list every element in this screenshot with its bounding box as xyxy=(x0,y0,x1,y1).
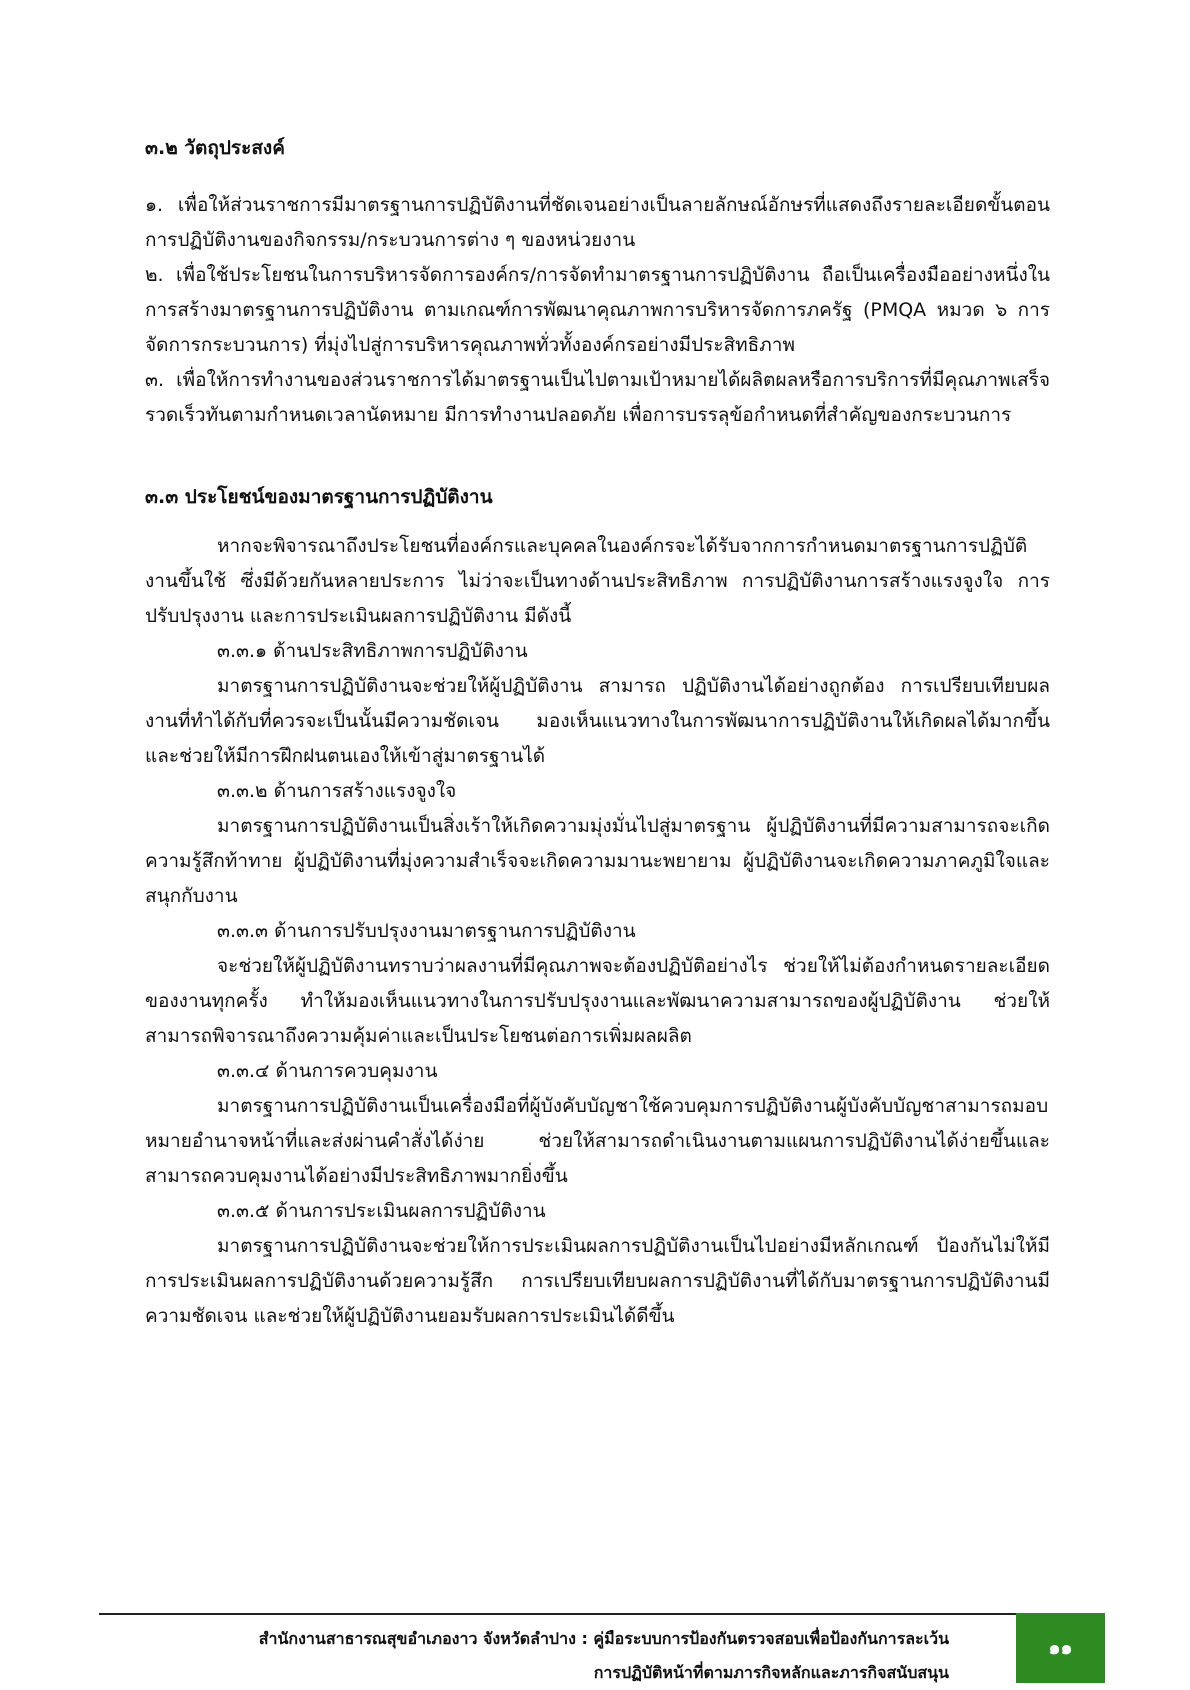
subsection-3-3-1-title: ๓.๓.๑ ด้านประสิทธิภาพการปฏิบัติงาน xyxy=(217,640,528,662)
footer-line-1: สำนักงานสาธารณสุขอำเภองาว จังหวัดลำปาง : คู่มือระบบการป้องกันตรวจสอบเพื่อป้องกันการละเว้น xyxy=(258,1629,949,1648)
footer-divider xyxy=(99,1613,1016,1615)
section-3-2-heading: ๓.๒ วัตถุประสงค์ xyxy=(145,137,285,159)
objective-item-1: ๑. เพื่อให้ส่วนราชการมีมาตรฐานการปฏิบัติงานที่ชัดเจนอย่างเป็นลายลักษณ์อักษรที่แสดงถึงรายละเอียดขั้นตอนการปฏิบัติงานของกิจกรรม/กระบวนการต่าง ๆ ของหน่วยงาน xyxy=(145,194,1050,251)
subsection-3-3-5-body: มาตรฐานการปฏิบัติงานจะช่วยให้การประเมินผลการปฏิบัติงานเป็นไปอย่างมีหลักเกณฑ์ ป้องกันไม่ให้มีการประเมินผลการปฏิบัติงานด้วยความรู้สึก การเปรียบเทียบผลการปฏิบัติงานที่ได้กับมาตรฐานการปฏิบัติงานมีความชัดเจน และช่วยให้ผู้ปฏิบัติงานยอมรับผลการประเมินได้ดีขึ้น xyxy=(145,1235,1050,1327)
page-content xyxy=(145,128,1050,1334)
objective-item-2: ๒. เพื่อใช้ประโยชนในการบริหารจัดการองค์กร/การจัดทำมาตรฐานการปฏิบัติงาน ถือเป็นเครื่องมืออย่างหนึ่งในการสร้างมาตรฐานการปฏิบัติงาน ตามเกณฑ์การพัฒนาคุณภาพการบริหารจัดการภครัฐ (PMQA หมวด ๖ การจัดการกระบวนการ) ที่มุ่งไปสู่การบริหารคุณภาพทั่วทั้งองค์กรอย่างมีประสิทธิภาพ xyxy=(145,264,1050,356)
page-number-badge: ๑๑ xyxy=(1016,1613,1105,1683)
subsection-3-3-2-title: ๓.๓.๒ ด้านการสร้างแรงจูงใจ xyxy=(217,780,457,802)
subsection-3-3-3-body: จะช่วยให้ผู้ปฏิบัติงานทราบว่าผลงานที่มีคุณภาพจะต้องปฏิบัติอย่างไร ช่วยให้ไม่ต้องกำหนดรายละเอียดของงานทุกครั้ง ทำให้มองเห็นแนวทางในการปรับปรุงงานและพัฒนาความสามารถของผู้ปฏิบัติงาน ช่วยให้สามารถพิจารณาถึงความคุ้มค่าและเป็นประโยชนต่อการเพิ่มผลผลิต xyxy=(145,955,1050,1047)
section-spacer xyxy=(145,433,1050,477)
subsection-3-3-4-title: ๓.๓.๔ ด้านการควบคุมงาน xyxy=(217,1060,438,1082)
subsection-3-3-4-body: มาตรฐานการปฏิบัติงานเป็นเครื่องมือที่ผู้บังคับบัญชาใช้ควบคุมการปฏิบัติงานผู้บังคับบัญชาสามารถมอบหมายอำนาจหน้าที่และส่งผ่านคำสั่งได้ง่าย ช่วยให้สามารถดำเนินงานตามแผนการปฏิบัติงานได้ง่ายขึ้นและสามารถควบคุมงานได้อย่างมีประสิทธิภาพมากยิ่งขึ้น xyxy=(145,1095,1050,1187)
subsection-3-3-1-body: มาตรฐานการปฏิบัติงานจะช่วยให้ผู้ปฏิบัติงาน สามารถ ปฏิบัติงานได้อย่างถูกต้อง การเปรียบเทียบผลงานที่ทำได้กับที่ควรจะเป็นนั้นมีความชัดเจน มองเห็นแนวทางในการพัฒนาการปฏิบัติงานให้เกิดผลได้มากขึ้น และช่วยให้มีการฝึกฝนตนเองให้เข้าสู่มาตรฐานได้ xyxy=(145,675,1050,767)
subsection-3-3-5-title: ๓.๓.๕ ด้านการประเมินผลการปฏิบัติงาน xyxy=(217,1200,546,1222)
subsection-3-3-3-title: ๓.๓.๓ ด้านการปรับปรุงงานมาตรฐานการปฏิบัติงาน xyxy=(217,920,636,942)
footer xyxy=(99,1622,949,1690)
footer-line-2: การปฏิบัติหน้าที่ตามภารกิจหลักและภารกิจสนับสนุน xyxy=(593,1663,949,1682)
section-3-3-heading: ๓.๓ ประโยชน์ของมาตรฐานการปฏิบัติงาน xyxy=(145,486,493,508)
objective-item-3: ๓. เพื่อให้การทำงานของส่วนราชการได้มาตรฐานเป็นไปตามเป้าหมายได้ผลิตผลหรือการบริการที่มีคุณภาพเสร็จรวดเร็วทันตามกำหนดเวลานัดหมาย มีการทำงานปลอดภัย เพื่อการบรรลุข้อกำหนดที่สำคัญของกระบวนการ xyxy=(145,369,1050,426)
subsection-3-3-2-body: มาตรฐานการปฏิบัติงานเป็นสิ่งเร้าให้เกิดความมุ่งมั่นไปสู่มาตรฐาน ผู้ปฏิบัติงานที่มีความสามารถจะเกิดความรู้สึกท้าทาย ผู้ปฏิบัติงานที่มุ่งความสำเร็จจะเกิดความมานะพยายาม ผู้ปฏิบัติงานจะเกิดความภาคภูมิใจและสนุกกับงาน xyxy=(145,815,1050,907)
section-3-3-intro: หากจะพิจารณาถึงประโยชนที่องค์กรและบุคคลในองค์กรจะได้รับจากการกำหนดมาตรฐานการปฏิบัติงานขึ้นใช้ ซึ่งมีด้วยกันหลายประการ ไม่ว่าจะเป็นทางด้านประสิทธิภาพ การปฏิบัติงานการสร้างแรงจูงใจ การปรับปรุงงาน และการประเมินผลการปฏิบัติงาน มีดังนี้ xyxy=(145,535,1050,627)
